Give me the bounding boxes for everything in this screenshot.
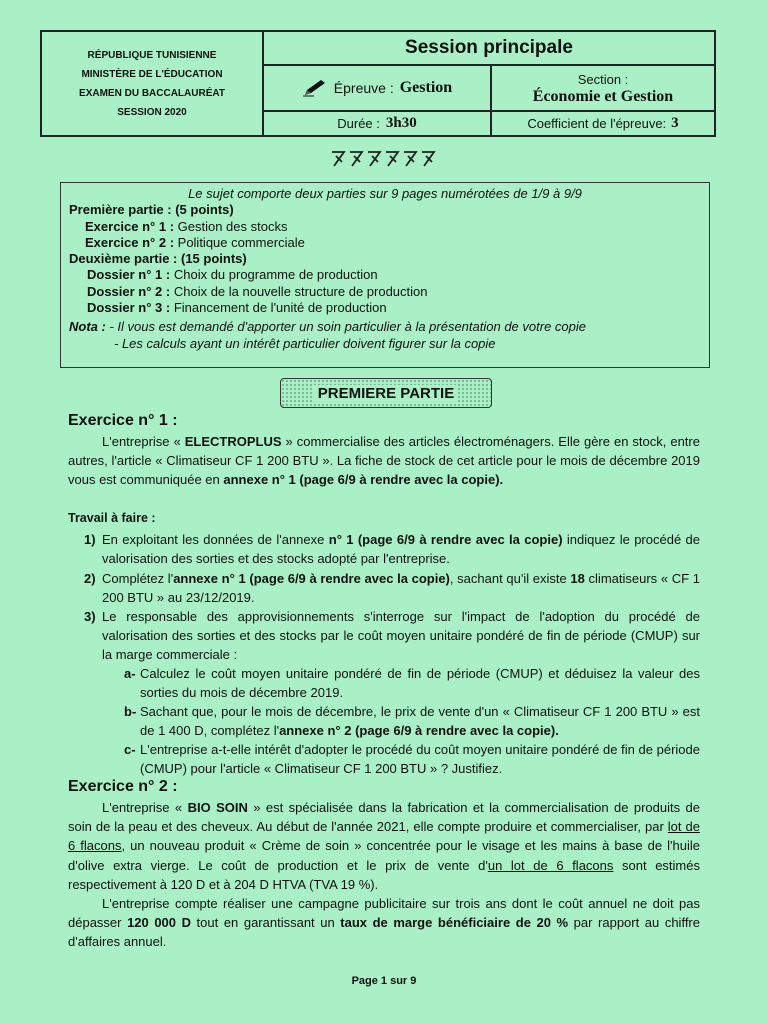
- part-heading: [280, 378, 492, 408]
- travail-heading: Travail à faire :: [68, 511, 156, 525]
- coef-cell: [492, 112, 714, 135]
- ex2-p1-u2: un lot de 6 flacons: [487, 857, 614, 873]
- duree-value: 3h30: [385, 115, 417, 131]
- d3-topic: Financement de l'unité de production: [170, 300, 387, 316]
- nota-text-1: - Il vous est demandé d'apporter un soin particulier à la présentation de votre copie: [105, 319, 586, 335]
- question-3: [84, 607, 700, 665]
- ex1-title: Exercice n° 1 :: [68, 412, 178, 429]
- ex2-p2-c: tout en garantissant un: [190, 915, 341, 931]
- ex2-p2-d: taux de marge bénéficiaire de 20 %: [340, 915, 569, 931]
- q1-num: 1): [84, 532, 96, 547]
- ministry-name: MINISTÈRE DE L'ÉDUCATION: [81, 68, 223, 80]
- ornament-icon: [330, 150, 346, 168]
- coef-label: Coefficient de l'épreuve:: [527, 116, 667, 131]
- ex1-intro-b: » commercialise des articles électroménagers. Elle gère en stock, entre autres, l'article « Climatiseur CF 1 200 BTU ». La fiche de stock de cet article pour le mois de décembre 2019 vous est communiquée en: [68, 434, 700, 488]
- ex2-p1-c: , un nouveau produit « Crème de soin » concentrée pour le visage et les mains à base de l'huile d'olive extra vierge. Le coût de production et le prix de vente d': [68, 838, 700, 873]
- ornament-icon: [348, 150, 364, 168]
- q2-a: Complétez l': [102, 571, 174, 586]
- q2-d: 18: [570, 571, 585, 586]
- q1-b: n° 1 (page 6/9 à rendre avec la copie): [328, 532, 563, 547]
- nota-line-2: - Les calculs ayant un intérêt particulier doivent figurer sur la copie: [114, 335, 496, 351]
- ornament-icon: [366, 150, 382, 168]
- d2-label: Dossier n° 2 :: [87, 283, 171, 299]
- ex1-intro-a: L'entreprise «: [102, 434, 185, 449]
- session-year: SESSION 2020: [117, 106, 187, 118]
- ex1-intro: [68, 432, 700, 490]
- ex2-topic: Politique commerciale: [174, 234, 305, 250]
- pen-icon: [302, 79, 328, 97]
- coef-value: 3: [671, 115, 679, 131]
- ex2-p2-b: 120 000 D: [127, 915, 191, 931]
- q3-text: Le responsable des approvisionnements s'interroge sur l'impact de l'adoption du procédé de valorisation des sorties et des stocks par le coût moyen unitaire pondéré de fin de période (CMUP) sur la marge commerciale :: [102, 609, 700, 662]
- outline-d3: [69, 300, 701, 316]
- ex1-intro-annex: annexe n° 1 (page 6/9 à rendre avec la copie).: [223, 472, 504, 488]
- q3a-num: a-: [124, 666, 136, 681]
- epreuve-label: Épreuve :: [333, 80, 394, 96]
- ex2-para-1: [68, 798, 700, 894]
- d3-label: Dossier n° 3 :: [87, 300, 171, 316]
- duree-cell: [264, 112, 492, 135]
- q2-e: climatiseurs « CF 1 200 BTU » au 23/12/2019.: [102, 571, 700, 605]
- q3c-num: c-: [124, 742, 136, 757]
- q3a-text: Calculez le coût moyen unitaire pondéré de fin de période (CMUP) et déduisez la valeur des sorties du mois de décembre 2019.: [140, 666, 700, 700]
- part2-title: Deuxième partie : (15 points): [69, 251, 247, 267]
- epreuve-value: Gestion: [399, 79, 453, 96]
- epreuve-cell: [264, 66, 492, 112]
- ex1-label: Exercice n° 1 :: [85, 218, 175, 234]
- company-name: ELECTROPLUS: [184, 434, 282, 449]
- q2-b: annexe n° 1 (page 6/9 à rendre avec la copie): [173, 571, 450, 586]
- exam-header: [40, 30, 716, 137]
- country-name: RÉPUBLIQUE TUNISIENNE: [87, 49, 217, 61]
- ornament-icon: [402, 150, 418, 168]
- ex2-p1-d: sont estimés respectivement à 120 D et à 204 D HTVA (TVA 19 %).: [68, 857, 700, 892]
- q1-a: En exploitant les données de l'annexe: [102, 532, 329, 547]
- question-1: [84, 530, 700, 570]
- section-value: Économie et Gestion: [532, 88, 674, 105]
- q3c-text: L'entreprise a-t-elle intérêt d'adopter le procédé du coût moyen unitaire pondéré de fin de période (CMUP) pour l'article « Climatiseur CF 1 200 BTU » ? Justifiez.: [140, 742, 700, 776]
- section-cell: [492, 66, 714, 112]
- ornament-icon: [420, 150, 436, 168]
- ex2-title: Exercice n° 2 :: [68, 778, 178, 795]
- ex2-p2-a: L'entreprise compte réaliser une campagne publicitaire sur trois ans dont le coût annuel ne doit pas dépasser: [68, 896, 700, 931]
- ex2-p1-u: lot de 6 flacons: [68, 819, 700, 854]
- exam-outline-box: [60, 182, 710, 368]
- d2-topic: Choix de la nouvelle structure de production: [170, 283, 428, 299]
- outline-ex1: [69, 219, 701, 235]
- company-name-2: BIO SOIN: [187, 800, 248, 815]
- q1-c: indiquez le procédé de valorisation des sorties et des stocks adopté par l'entreprise.: [102, 532, 701, 566]
- q3b-num: b-: [124, 704, 137, 719]
- part-heading-text: PREMIERE PARTIE: [314, 385, 458, 402]
- ornament-icon: [384, 150, 400, 168]
- section-label: Section :: [577, 72, 629, 87]
- question-3a: [124, 664, 700, 704]
- ex2-p1-b: » est spécialisée dans la fabrication et la commercialisation de produits de soin de la peau et des cheveux. Au début de l'année 2021, elle compte produire et commercialiser, par: [68, 800, 700, 835]
- q3b-text: [140, 702, 700, 740]
- ex2-label: Exercice n° 2 :: [85, 234, 175, 250]
- nota-line-1: [69, 319, 701, 335]
- outline-d2: [69, 284, 701, 300]
- question-2: [84, 569, 700, 609]
- part1-title: Première partie : (5 points): [69, 202, 234, 218]
- nota-label: Nota :: [69, 319, 106, 335]
- ornament-row: [330, 150, 440, 170]
- q1-text: [102, 530, 700, 568]
- q3b-b: annexe n° 2 (page 6/9 à rendre avec la copie).: [279, 723, 559, 738]
- q2-text: [102, 569, 700, 607]
- d1-label: Dossier n° 1 :: [87, 267, 171, 283]
- q2-num: 2): [84, 571, 96, 586]
- ex2-p2-e: par rapport au chiffre d'affaires annuel.: [68, 915, 700, 950]
- q3b-a: Sachant que, pour le mois de décembre, le prix de vente d'un « Climatiseur CF 1 200 BTU » est de 1 400 D, complétez l': [140, 704, 700, 738]
- session-title: Session principale: [264, 32, 714, 66]
- ex1-topic: Gestion des stocks: [174, 218, 288, 234]
- ex2-para-2: [68, 894, 700, 952]
- question-3b: [124, 702, 700, 742]
- outline-d1: [69, 267, 701, 283]
- outline-ex2: [69, 235, 701, 251]
- page-number: Page 1 sur 9: [351, 975, 417, 987]
- q3-num: 3): [84, 609, 96, 624]
- institution-block: [42, 32, 264, 135]
- q2-c: , sachant qu'il existe: [449, 571, 571, 586]
- question-3c: [124, 740, 700, 780]
- d1-topic: Choix du programme de production: [170, 267, 378, 283]
- outline-intro: Le sujet comporte deux parties sur 9 pages numérotées de 1/9 à 9/9: [188, 186, 582, 201]
- ex2-p1-a: L'entreprise «: [102, 800, 188, 815]
- duree-label: Durée :: [337, 116, 380, 131]
- exam-name: EXAMEN DU BACCALAURÉAT: [79, 87, 225, 99]
